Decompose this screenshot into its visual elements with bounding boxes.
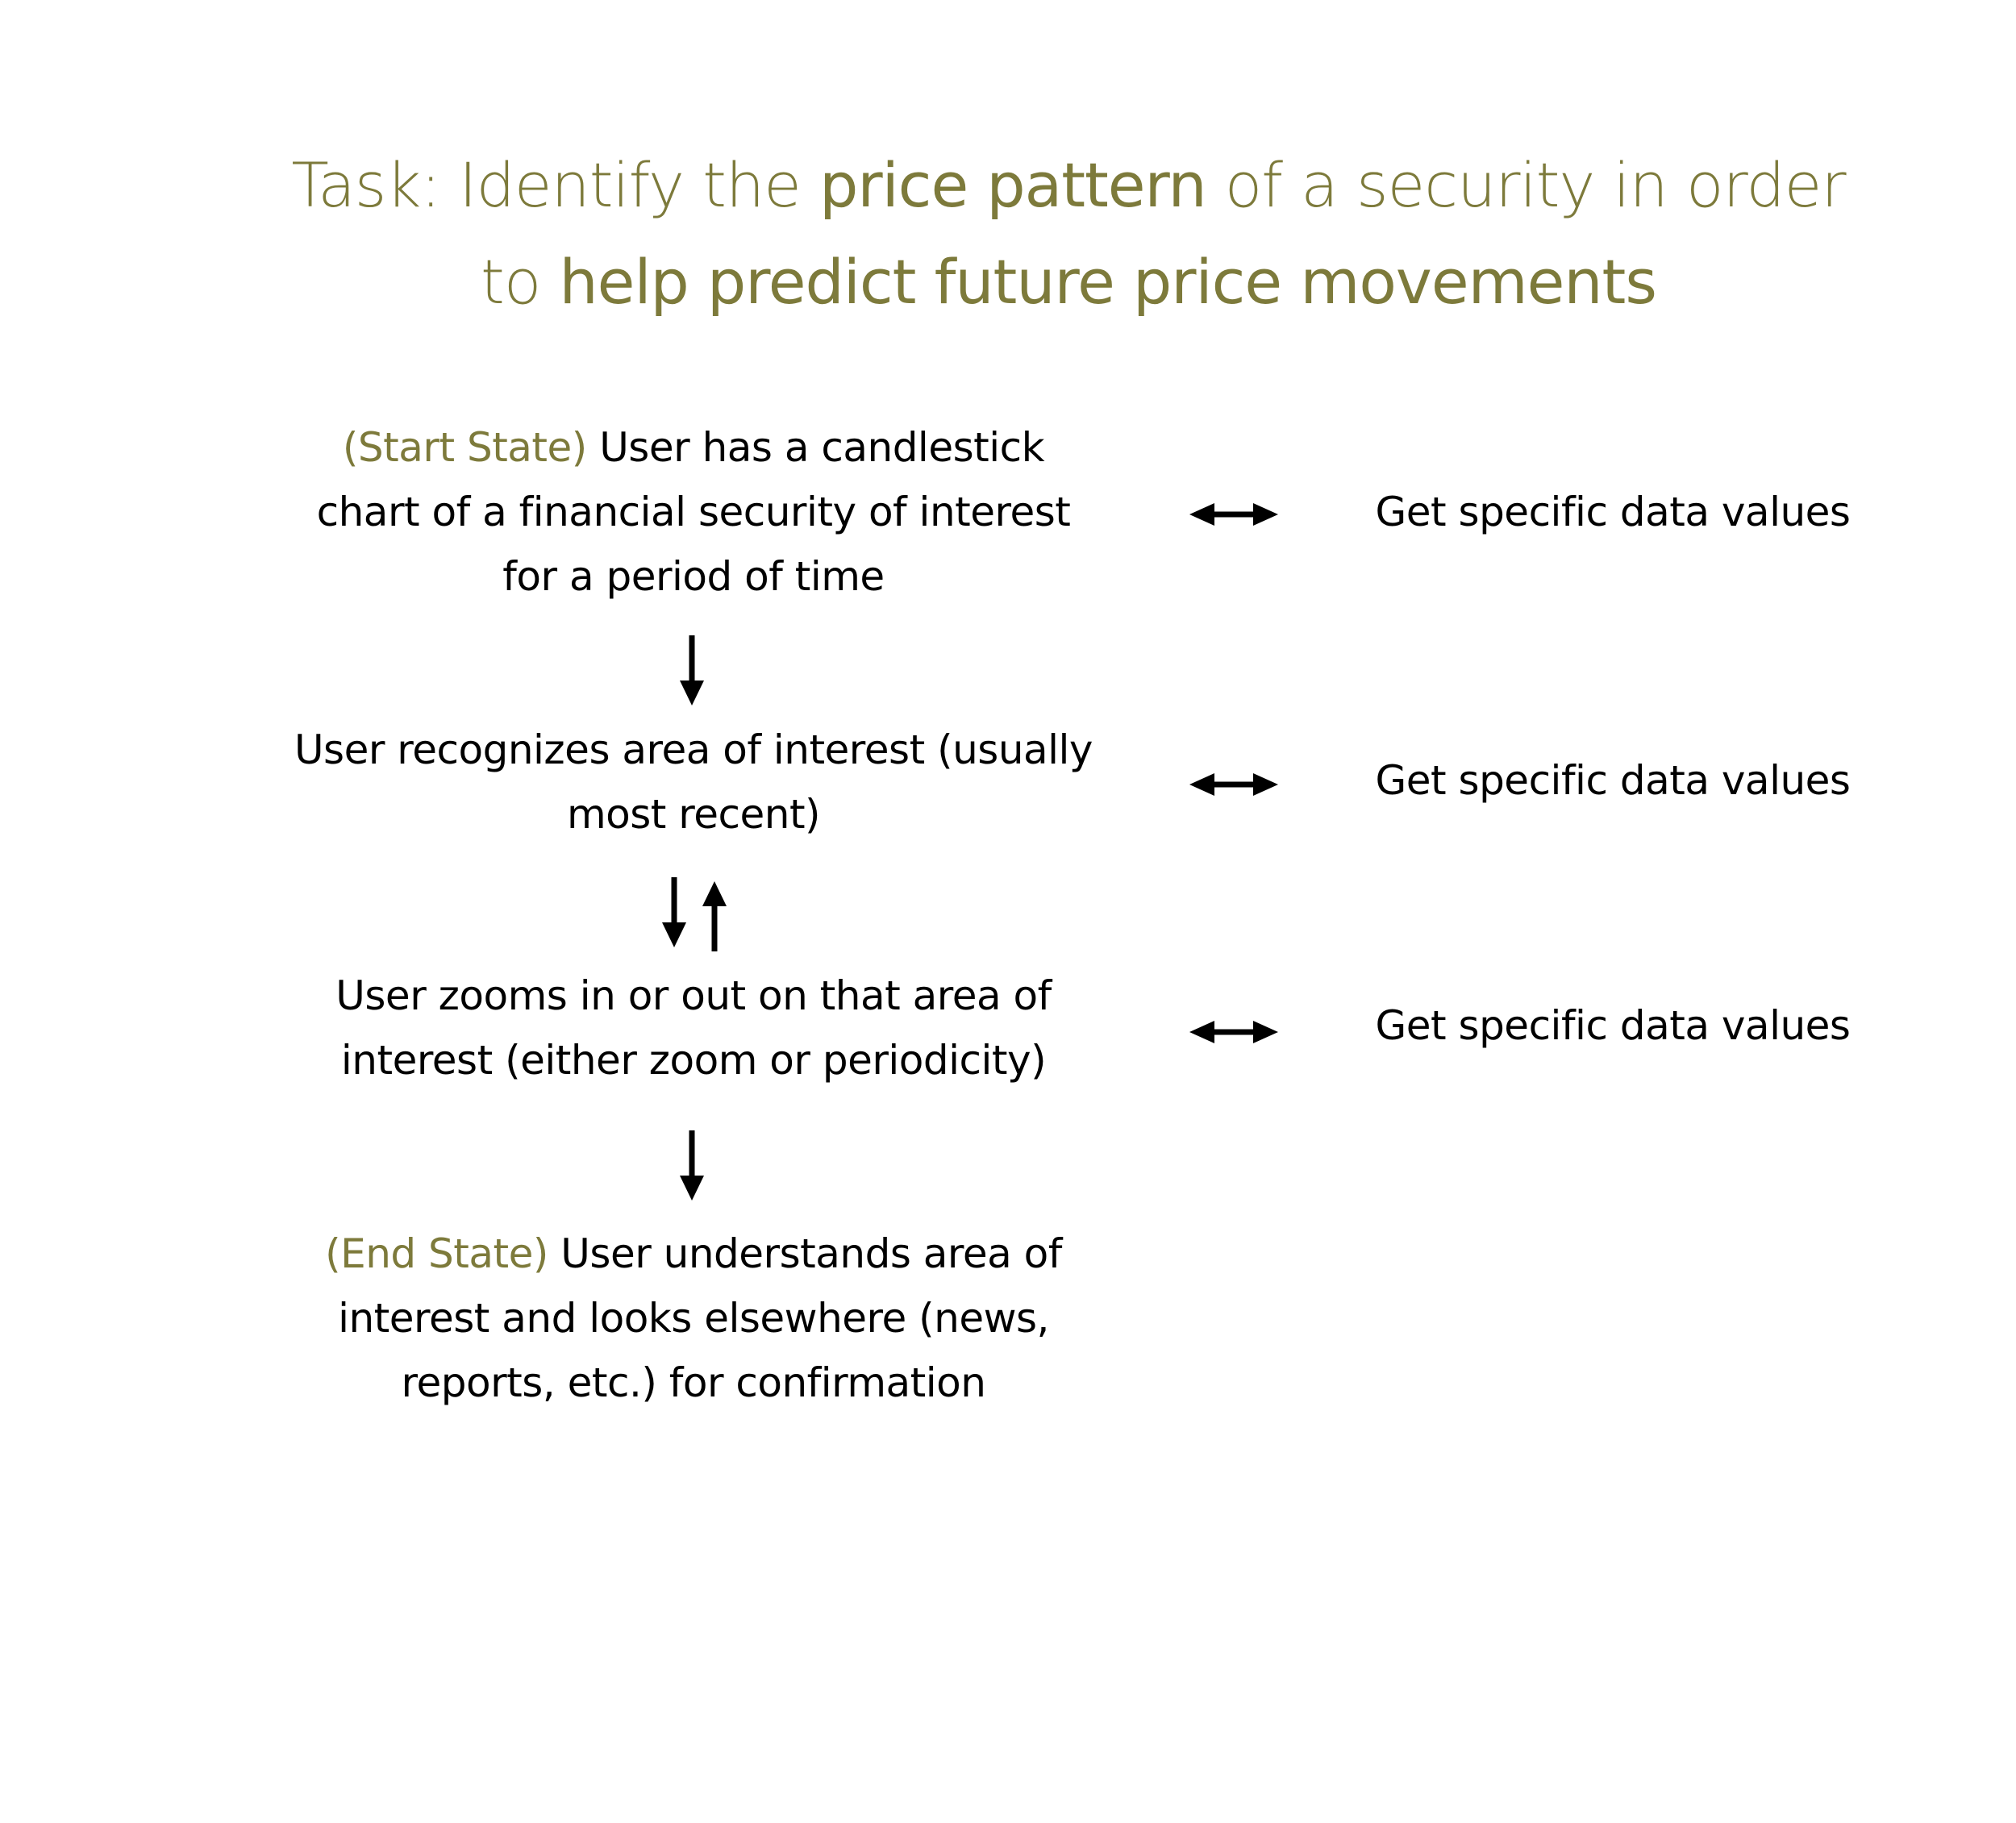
title-text: Task: Identify the [291,149,820,221]
start-state-text: User has a candlestick chart of a financial security of interest for a period of time [316,424,1071,600]
start-state-step [290,415,1097,609]
end-state-text: User understands area of interest and looks elsewhere (news, reports, etc.) for confirmation [338,1230,1062,1406]
title-emphasis-predict: help predict future price movements [559,246,1656,318]
side-action-1: Get specific data values [1375,489,1851,535]
double-headed-arrow-icon [1189,503,1278,526]
arrow-down-icon [680,1130,704,1201]
recognize-area-text: User recognizes area of interest (usually most recent) [294,726,1093,838]
double-headed-arrow-icon [1189,773,1278,796]
side-action-2: Get specific data values [1375,757,1851,804]
zoom-text: User zooms in or out on that area of interest (either zoom or periodicity) [335,972,1052,1084]
task-title [266,137,1871,331]
end-state-step [290,1222,1097,1415]
end-state-label: (End State) [325,1230,548,1277]
recognize-area-step [290,718,1097,847]
side-action-3: Get specific data values [1375,1002,1851,1049]
arrow-up-icon [702,881,727,951]
start-state-label: (Start State) [342,424,587,471]
title-emphasis-price-pattern: price pattern [819,149,1206,221]
zoom-step [290,964,1097,1093]
arrow-down-icon [662,877,686,947]
title-text-continued: of a security in order to [481,149,1846,318]
arrow-down-icon [680,635,704,705]
double-headed-arrow-icon [1189,1021,1278,1043]
